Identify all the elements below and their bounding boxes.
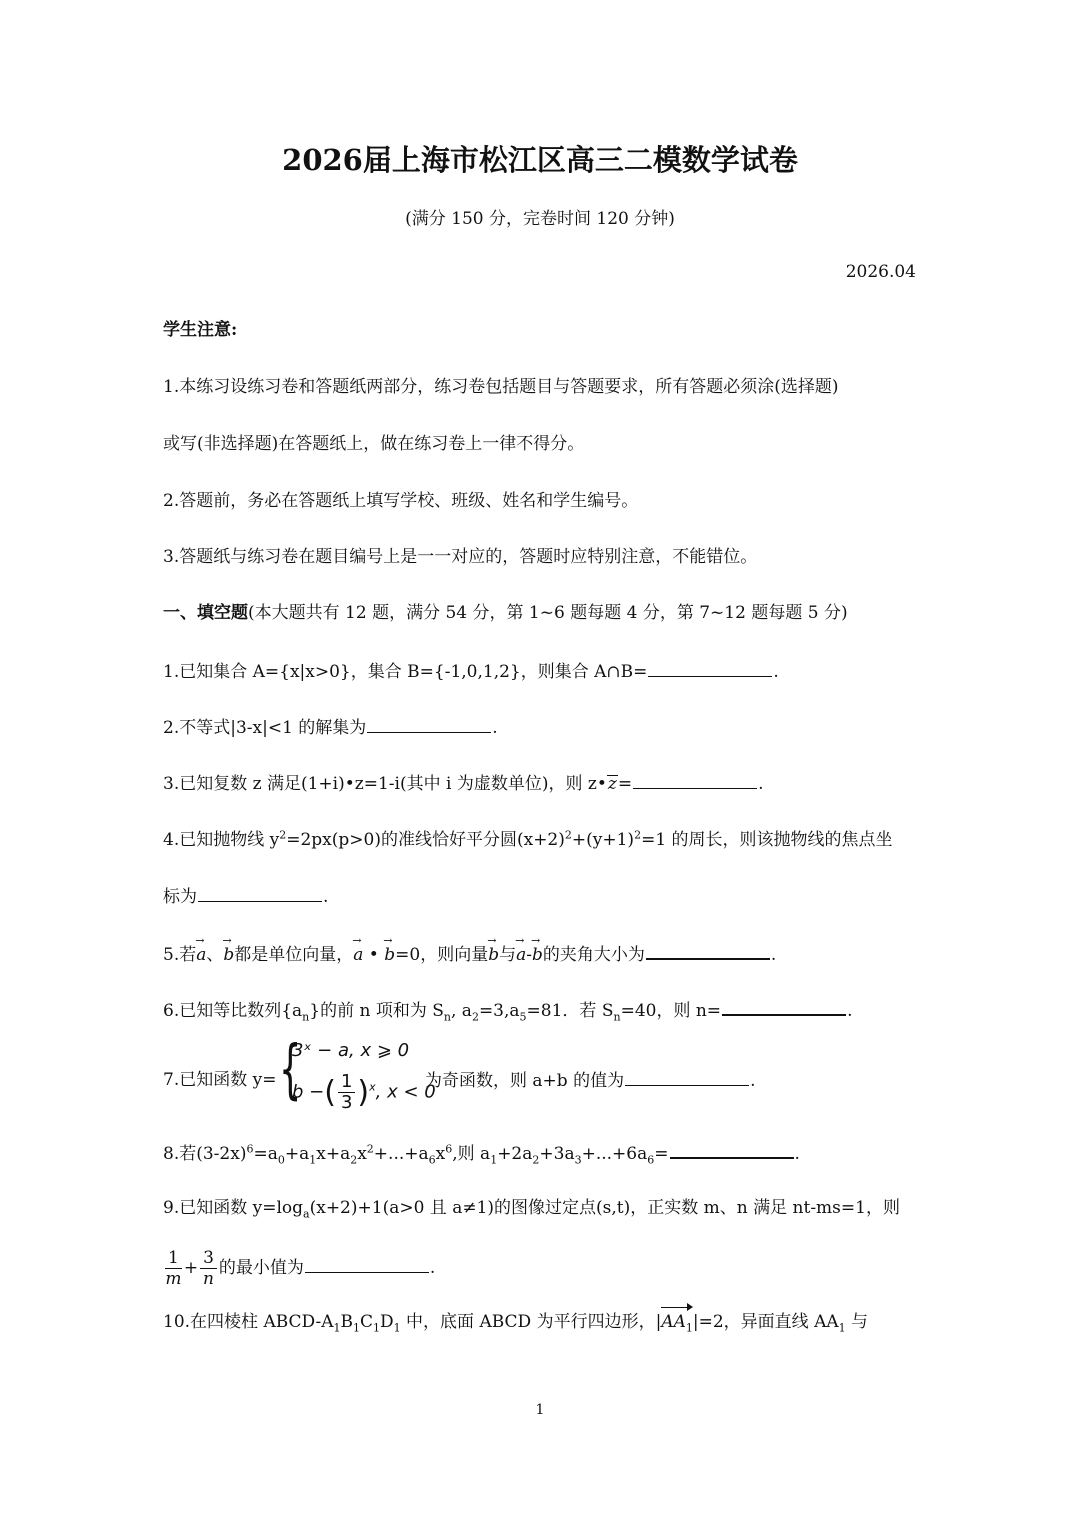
question-6: 6.已知等比数列$\{a_n\}$的前 n 项和为 $S_n$, $a_2=3,a_5=81$．若 $S_n=40$，则 n= . [163,997,852,1023]
notice-item-2: 2.答题前，务必在答题纸上填写学校、班级、姓名和学生编号。 [163,491,639,511]
exam-title: 2026届上海市松江区高三二模数学试卷 [282,143,798,177]
vector-b: → b [223,943,234,967]
question-3: 3.已知复数 z 满足(1+i)•z=1-i(其中 i 为虚数单位)，则 z•z= . [163,771,764,796]
page-number: 1 [535,1402,545,1418]
fraction-3-over-n: $\frac{3}{n}$ [200,1248,217,1289]
vector-AA1: $AA_1$ [661,1312,693,1335]
vector-a: → a [196,943,206,967]
question-1: 1.已知集合 A={x|x>0}，集合 B={-1,0,1,2}，则集合 A∩B= . [163,659,779,684]
exam-subtitle: (满分 150 分，完卷时间 120 分钟) [405,209,675,229]
piecewise-case-2: b −( $\frac{1}{3}$ )$^x$, x < 0 [292,1071,436,1113]
answer-blank-6[interactable] [722,997,846,1016]
question-7-tail: 为奇函数，则 a+b 的值为 . [425,1068,755,1093]
notice-item-3: 3.答题纸与练习卷在题目编号上是一一对应的，答题时应特别注意，不能错位。 [163,547,758,567]
notice-item-1-line-2: 或写(非选择题)在答题纸上，做在练习卷上一律不得分。 [163,434,585,454]
question-8: 8.若$(3-2x)^6=a_0+a_1x+a_2x^2+...+a_6x^6$,则 $a_1+2a_2+3a_3+...+6a_6=$ . [163,1140,800,1166]
question-9-line-2: $\frac{1}{m}$ + $\frac{3}{n}$ 的最小值为 . [165,1248,436,1289]
answer-blank-5[interactable] [646,941,770,960]
conjugate-z: z [607,774,617,794]
question-10: 10.在四棱柱 ABCD-$A_1B_1C_1D_1$ 中，底面 ABCD 为平行四边形，$|AA_1|=2$，异面直线 $AA_1$ 与 [163,1312,869,1335]
question-7-lead: 7.已知函数 y= [163,1070,277,1090]
piecewise-brace: { [279,1033,302,1107]
question-2: 2.不等式|3-x|<1 的解集为 . [163,715,498,740]
answer-blank-1[interactable] [648,659,772,677]
answer-blank-2[interactable] [367,715,491,733]
question-4-line-1: 4.已知抛物线 $y^2=2px(p>0)$的准线恰好平分圆$(x+2)^2+(y+1)^2=1$ 的周长，则该抛物线的焦点坐 [163,828,893,850]
question-4-line-2: 标为 . [163,884,328,909]
exam-date: 2026.04 [845,262,916,282]
question-5: 5.若→ a、→ b都是单位向量，→ a • → b=0，则向量→ b与→ a-→ b的夹角大小为 . [163,941,776,967]
answer-blank-7[interactable] [625,1068,749,1086]
fraction-1-over-m: $\frac{1}{m}$ [165,1248,182,1289]
notice-item-1-line-1: 1.本练习设练习卷和答题纸两部分，练习卷包括题目与答题要求，所有答题必须涂(选择题) [163,377,839,397]
answer-blank-9[interactable] [305,1255,429,1273]
question-9-line-1: 9.已知函数 $y=\log_a(x+2)+1(a>0$ 且 a≠1)的图像过定点(s,t)，正实数 m、n 满足 nt-ms=1，则 [163,1198,900,1221]
answer-blank-8[interactable] [670,1140,794,1159]
piecewise-case-1: 3ˣ − a, x ⩾ 0 [292,1040,410,1061]
answer-blank-3[interactable] [633,771,757,789]
section-1-note: (本大题共有 12 题，满分 54 分，第 1~6 题每题 4 分，第 7~12 题每题 5 分) [248,603,848,623]
section-1-header [163,601,848,625]
section-1-title: 一、填空题 [163,603,248,623]
answer-blank-4[interactable] [198,884,322,902]
notice-heading: 学生注意: [163,320,238,340]
